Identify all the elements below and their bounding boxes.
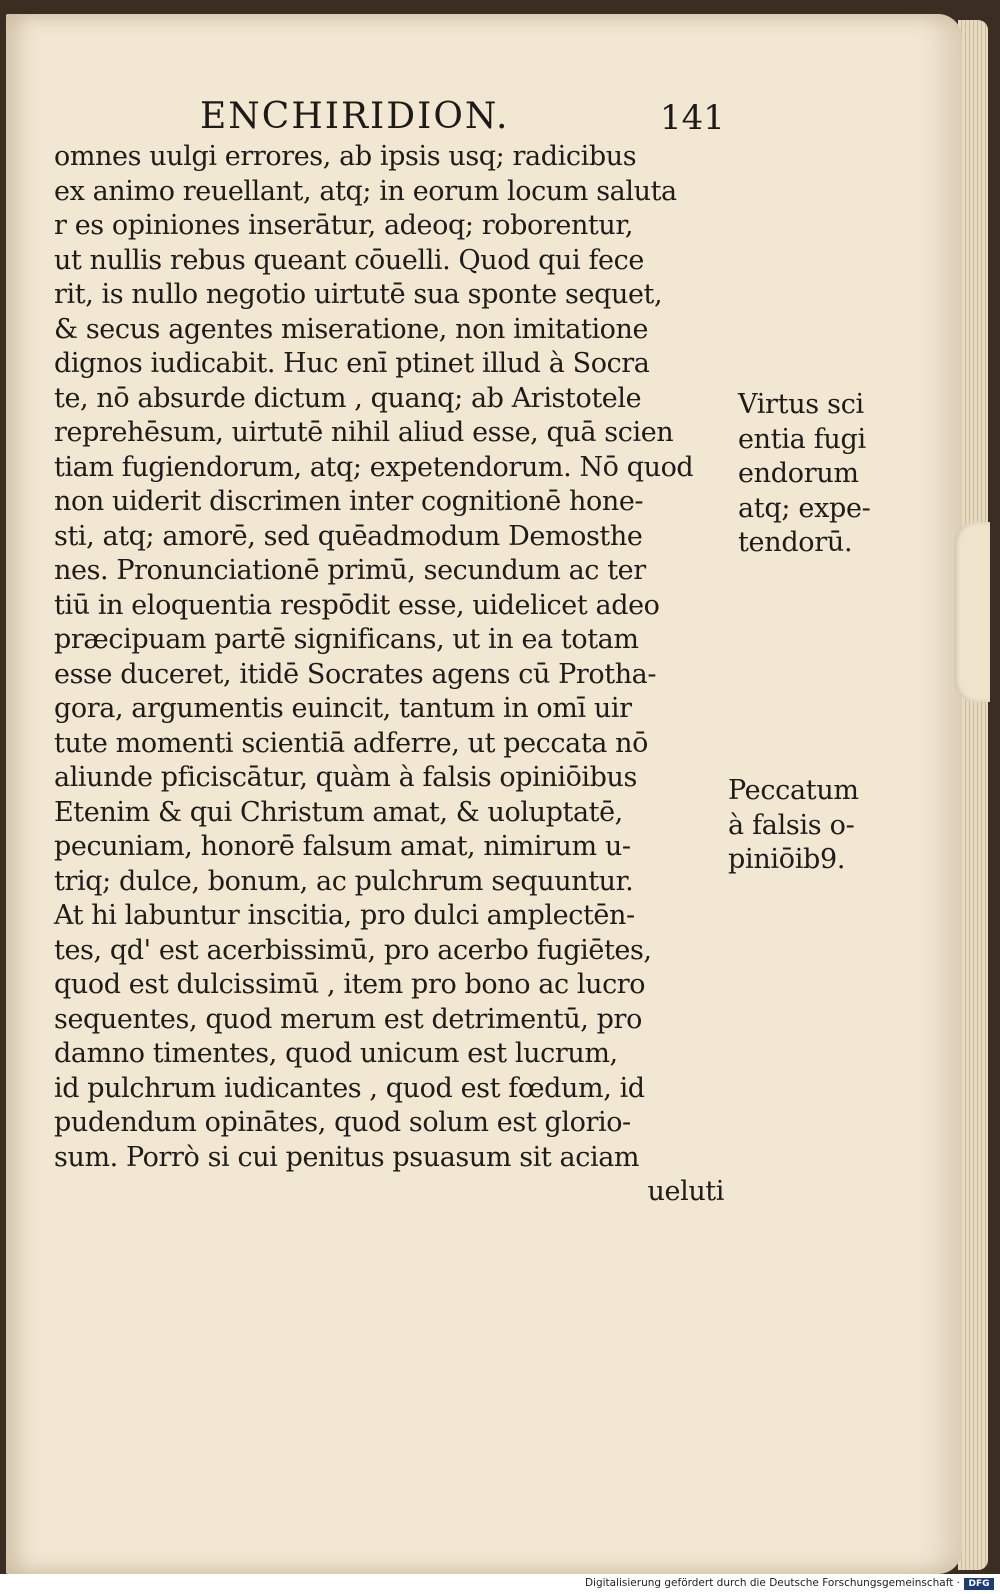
text-line: pudendum opinātes, quod solum est glorio-	[54, 1107, 631, 1138]
text-line: damno timentes, quod unicum est lucrum,	[54, 1038, 618, 1069]
margin-note-line: Peccatum	[728, 775, 859, 806]
body-text	[54, 140, 724, 1210]
text-line: tiū in eloquentia respōdit esse, uidelicet adeo	[54, 589, 660, 621]
margin-note-line: endorum	[738, 458, 859, 489]
text-line: Etenim & qui Christum amat, & uoluptatē,	[54, 796, 623, 828]
text-line: quod est dulcissimū , item pro bono ac lucro	[54, 969, 646, 1000]
text-line: tiam fugiendorum, atq; expetendorum. Nō quod	[54, 451, 694, 483]
text-line: esse duceret, itidē Socrates agens cū Protha-	[54, 658, 657, 690]
text-line: ut nullis rebus queant cōuelli. Quod qui fece	[54, 244, 644, 276]
text-line: triq; dulce, bonum, ac pulchrum sequuntur.	[54, 865, 634, 897]
text-line: sum. Porrò si cui penitus psuasum sit aciam	[54, 1141, 640, 1173]
page-number: 141	[660, 98, 725, 138]
text-line: r es opiniones inserātur, adeoq; roborentur,	[54, 210, 634, 241]
text-line: & secus agentes miseratione, non imitatione	[54, 313, 649, 345]
margin-note-line: entia fugi	[738, 423, 866, 455]
dfg-logo-icon: DFG	[964, 1578, 994, 1590]
running-head: ENCHIRIDION.	[200, 96, 510, 137]
catchword: ueluti	[647, 1176, 724, 1207]
text-line: tute momenti scientiā adferre, ut peccata nō	[54, 727, 649, 759]
text-line: præcipuam partē significans, ut in ea totam	[54, 624, 639, 655]
thumb-tab-notch	[954, 522, 990, 702]
text-line: omnes uulgi errores, ab ipsis usq; radicibus	[54, 141, 637, 172]
text-line: pecuniam, honorē falsum amat, nimirum u-	[54, 831, 631, 862]
margin-note-line: atq; expe-	[738, 492, 871, 524]
footer-credit-bar	[0, 1574, 1000, 1594]
text-line: reprehēsum, uirtutē nihil aliud esse, quā scien	[54, 417, 674, 448]
text-line: dignos iudicabit. Huc enī ptinet illud à Socra	[54, 348, 650, 379]
text-line: At hi labuntur inscitia, pro dulci amplectēn-	[54, 900, 635, 931]
text-line: sti, atq; amorē, sed quēadmodum Demosthe	[54, 520, 643, 552]
text-line: nes. Pronunciationē primū, secundum ac ter	[54, 555, 646, 586]
text-line: gora, argumentis euincit, tantum in omī uir	[54, 693, 632, 724]
text-line: non uiderit discrimen inter cognitionē hone-	[54, 486, 644, 517]
text-line: te, nō absurde dictum , quanq; ab Aristotele	[54, 382, 642, 414]
text-line: tes, qd' est acerbissimū, pro acerbo fugiētes,	[54, 934, 652, 966]
margin-note-peccatum	[728, 774, 903, 878]
page-edges	[958, 20, 988, 1570]
margin-note-line: piniōib9.	[728, 844, 846, 875]
text-line: aliunde pficiscātur, quàm à falsis opiniōibus	[54, 762, 637, 793]
margin-note-virtus	[738, 388, 913, 561]
text-line: sequentes, quod merum est detrimentū, pro	[54, 1003, 642, 1035]
margin-note-line: Virtus sci	[738, 389, 864, 420]
funding-credit: Digitalisierung gefördert durch die Deutsche Forschungsgemeinschaft ·	[584, 1577, 960, 1589]
text-line: rit, is nullo negotio uirtutē sua sponte sequet,	[54, 279, 663, 310]
text-line: id pulchrum iudicantes , quod est fœdum, id	[54, 1072, 645, 1104]
margin-note-line: à falsis o-	[728, 809, 855, 841]
text-line: ex animo reuellant, atq; in eorum locum saluta	[54, 175, 677, 207]
margin-note-line: tendorū.	[738, 527, 853, 558]
